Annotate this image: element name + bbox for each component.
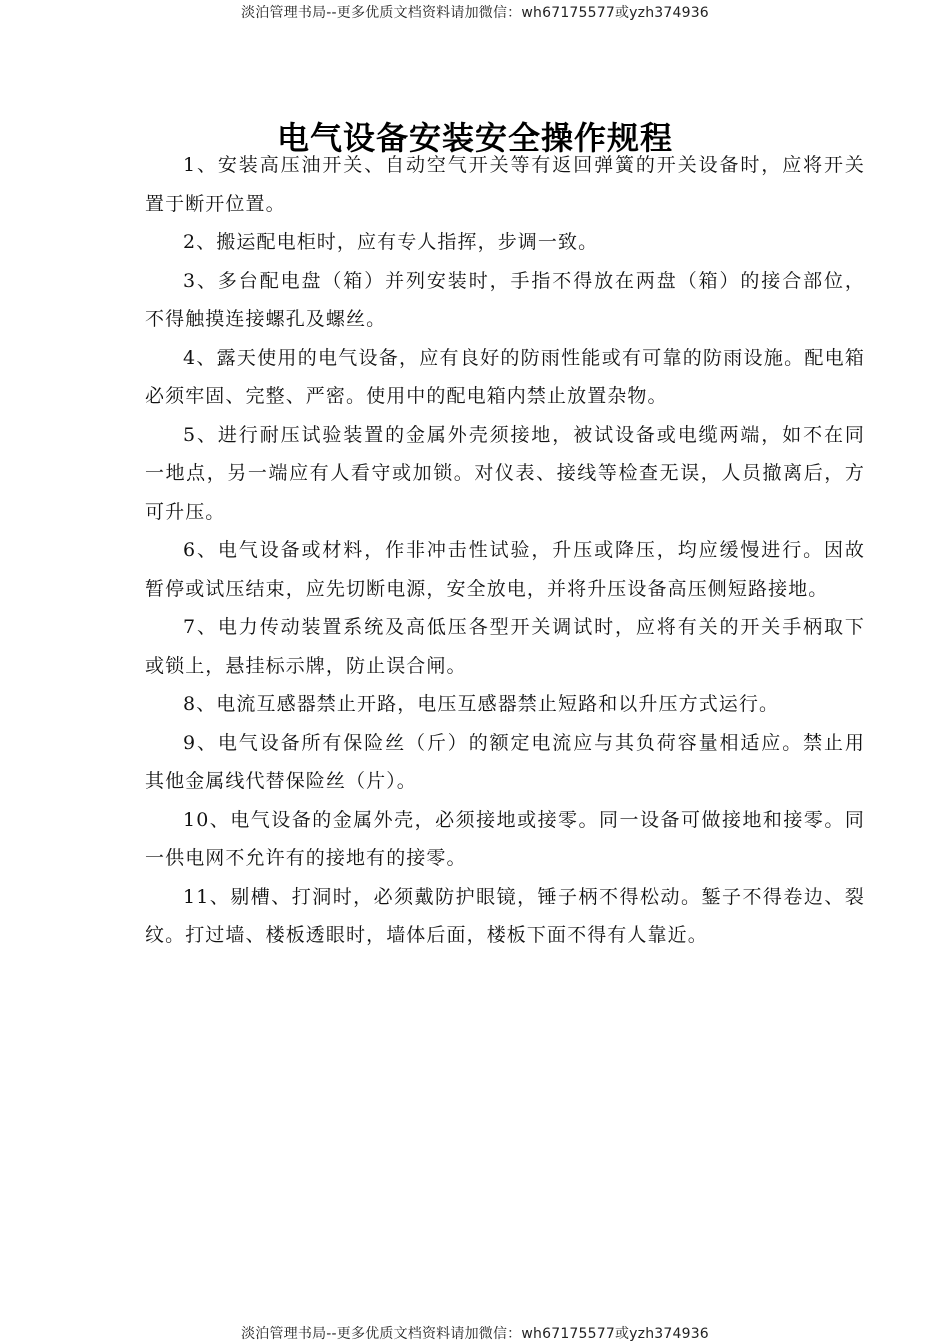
clause-11: 11、剔槽、打洞时，必须戴防护眼镜，锤子柄不得松动。錾子不得卷边、裂 纹。打过墙、楼板透眼时，墙体后面，楼板下面不得有人靠近。 xyxy=(145,885,865,946)
header-note: 淡泊管理书局--更多优质文档资料请加微信：wh67175577或yzh374936 xyxy=(241,5,709,21)
clause-1: 1、安装高压油开关、自动空气开关等有返回弹簧的开关设备时，应将开关 置于断开位置。 xyxy=(145,154,865,215)
clause-6: 6、电气设备或材料，作非冲击性试验，升压或降压，均应缓慢进行。因故 暂停或试压结束，应先切断电源，安全放电，并将升压设备高压侧短路接地。 xyxy=(145,539,865,600)
document-body xyxy=(145,146,865,955)
document-title: 电气设备安装安全操作规程 xyxy=(276,119,673,158)
clause-10: 10、电气设备的金属外壳，必须接地或接零。同一设备可做接地和接零。同 一供电网不允许有的接地有的接零。 xyxy=(145,808,865,869)
clause-2: 2、搬运配电柜时，应有专人指挥，步调一致。 xyxy=(183,231,599,253)
clause-5: 5、进行耐压试验装置的金属外壳须接地，被试设备或电缆两端，如不在同 一地点，另一端应有人看守或加锁。对仪表、接线等检查无误，人员撤离后，方 可升压。 xyxy=(145,423,865,523)
clause-8: 8、电流互感器禁止开路，电压互感器禁止短路和以升压方式运行。 xyxy=(183,693,780,715)
clause-7: 7、电力传动装置系统及高低压各型开关调试时，应将有关的开关手柄取下 或锁上，悬挂标示牌，防止误合闸。 xyxy=(145,616,865,677)
clause-4: 4、露天使用的电气设备，应有良好的防雨性能或有可靠的防雨设施。配电箱必须牢固、完整、严密。使用中的配电箱内禁止放置杂物。 xyxy=(145,346,865,407)
footer-note: 淡泊管理书局--更多优质文档资料请加微信：wh67175577或yzh374936 xyxy=(241,1326,709,1342)
clause-9: 9、电气设备所有保险丝（斤）的额定电流应与其负荷容量相适应。禁止用 其他金属线代替保险丝（片）。 xyxy=(145,731,865,792)
clause-3: 3、多台配电盘（箱）并列安装时，手指不得放在两盘（箱）的接合部位， 不得触摸连接螺孔及螺丝。 xyxy=(145,269,865,330)
